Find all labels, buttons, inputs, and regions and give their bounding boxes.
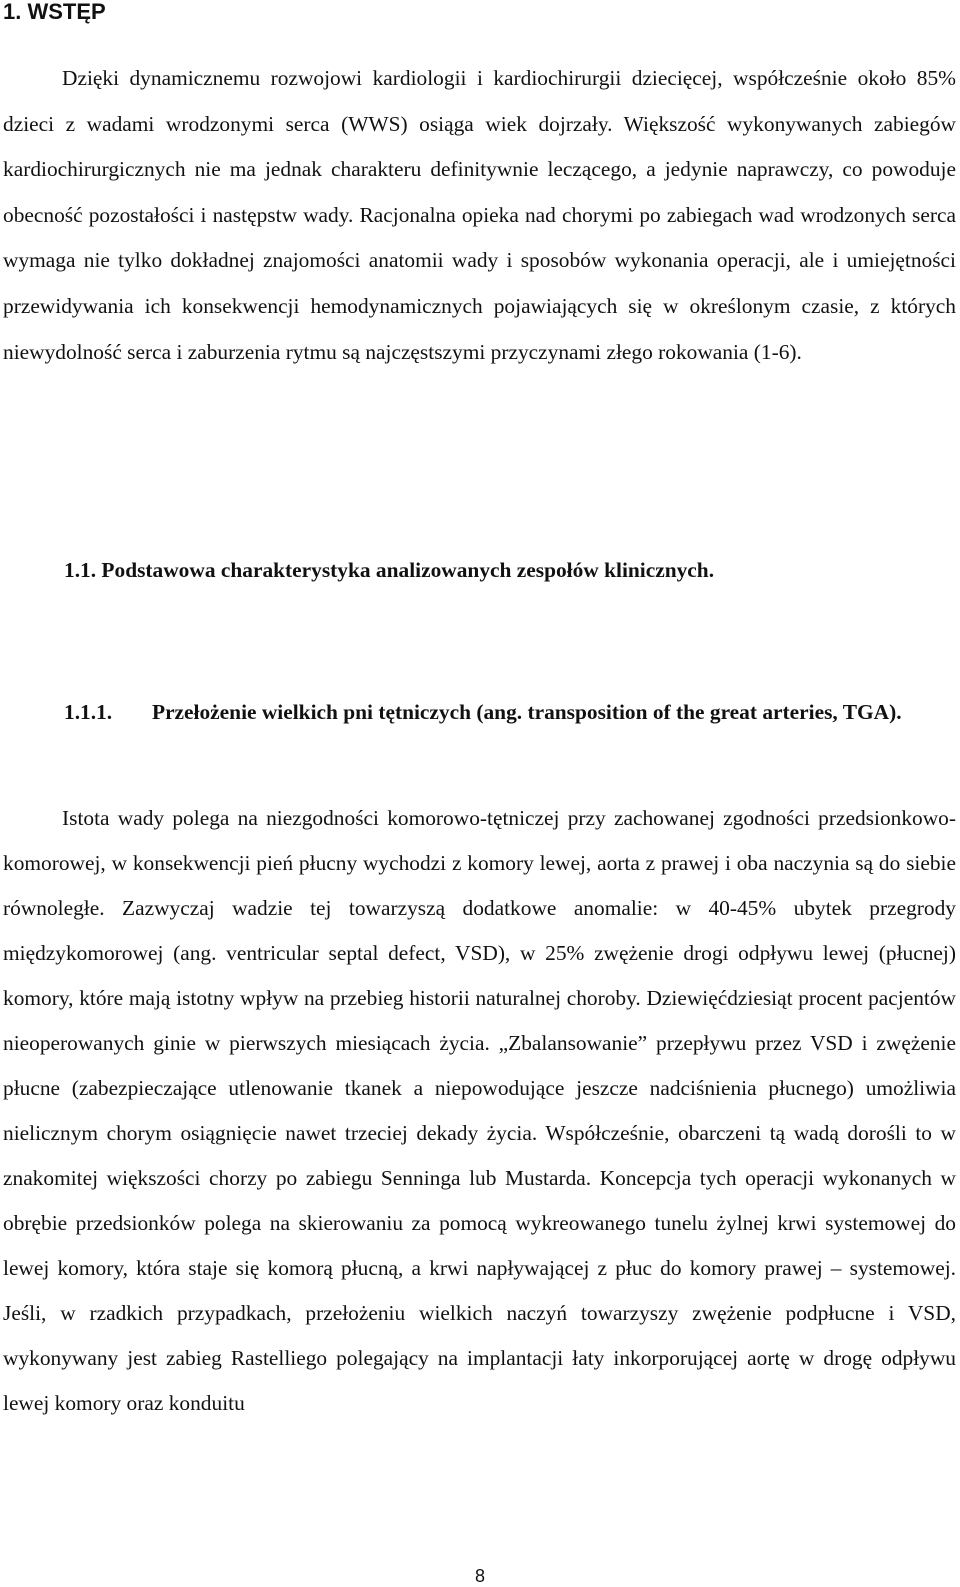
intro-paragraph: Dzięki dynamicznemu rozwojowi kardiologii i kardiochirurgii dziecięcej, współcześnie około 85% dzieci z wadami wrodzonymi serca (WWS) osiąga wiek dojrzały. Większość wykonywanych zabiegów kardiochirurgicznych nie ma jednak charakteru definitywnie leczącego, a jedynie naprawczy, co powoduje obecność pozostałości i następstw wady. Racjonalna opieka nad chorymi po zabiegach wad wrodzonych serca wymaga nie tylko dokładnej znajomości anatomii wady i sposobów wykonania operacji, ale i umiejętności przewidywania ich konsekwencji hemodynamicznych pojawiających się w określonym czasie, z których niewydolność serca i zaburzenia rytmu są najczęstszymi przyczynami złego rokowania (1-6). xyxy=(3,66,956,364)
subsubsection-heading xyxy=(64,690,956,735)
section-title: 1. WSTĘP xyxy=(3,0,106,24)
subsection-title: 1.1. Podstawowa charakterystyka analizowanych zespołów klinicznych. xyxy=(64,558,715,582)
tga-paragraph: Istota wady polega na niezgodności komorowo-tętniczej przy zachowanej zgodności przedsionkowo-komorowej, w konsekwencji pień płucny wychodzi z komory lewej, aorta z prawej i oba naczynia są do siebie równoległe. Zazwyczaj wadzie tej towarzyszą dodatkowe anomalie: w 40-45% ubytek przegrody międzykomorowej (ang. ventricular septal defect, VSD), w 25% zwężenie drogi odpływu lewej (płucnej) komory, które mają istotny wpływ na przebieg historii naturalnej choroby. Dziewięćdziesiąt procent pacjentów nieoperowanych ginie w pierwszych miesiącach życia. „Zbalansowanie” przepływu przez VSD i zwężenie płucne (zabezpieczające utlenowanie tkanek a niepowodujące jeszcze nadciśnienia płucnego) umożliwia nielicznym chorym osiągnięcie nawet trzeciej dekady życia. Współcześnie, obarczeni tą wadą dorośli to w znakomitej większości chorzy po zabiegu Senninga lub Mustarda. Koncepcja tych operacji wykonanych w obrębie przedsionków polega na skierowaniu za pomocą wykreowanego tunelu żylnej krwi systemowej do lewej komory, która staje się komorą płucną, a krwi napływającej z płuc do komory prawej – systemowej. Jeśli, w rzadkich przypadkach, przełożeniu wielkich naczyń towarzyszy zwężenie podpłucne i VSD, wykonywany jest zabieg Rastelliego polegający na implantacji łaty inkorporującej aortę w drogę odpływu lewej komory oraz konduitu xyxy=(3,806,956,1415)
subsubsection-number: 1.1.1. xyxy=(64,700,113,724)
subsubsection-title: Przełożenie wielkich pni tętniczych (ang. transposition of the great arteries, TGA). xyxy=(152,700,902,724)
page-number: 8 xyxy=(474,1566,485,1586)
